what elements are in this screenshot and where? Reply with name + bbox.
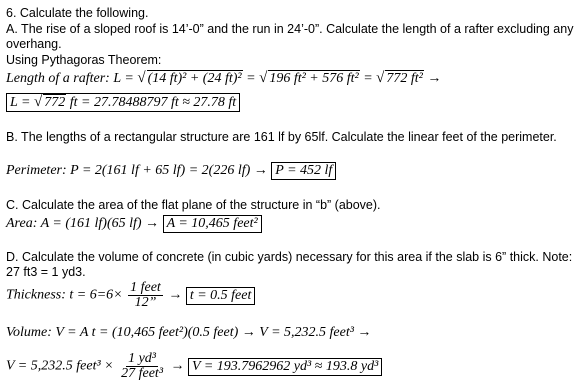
part-b-question: B. The lengths of a rectangular structure are 161 lf by 65lf. Calculate the linear feet of the perimeter.	[6, 130, 557, 144]
rafter-eq-2: =	[246, 71, 256, 86]
part-d-volume-row: Volume: V = A t = (10,465 feet²)(0.5 feet) → V = 5,232.5 feet³ →	[6, 325, 372, 340]
thickness-answer-box: t = 0.5 feet	[186, 287, 256, 305]
part-a-answer-row	[6, 93, 240, 112]
thickness-label: Thickness: t = 6=6×	[6, 287, 123, 303]
answer-lhs: L =	[10, 95, 31, 110]
conversion-fraction	[119, 352, 165, 381]
part-c-answer-box: A = 10,465 feet²	[163, 215, 262, 233]
rafter-radicand-3: 772 ft²	[386, 71, 423, 86]
answer-radicand: 772	[44, 95, 66, 110]
rafter-lhs: L =	[113, 71, 134, 86]
rafter-radicand-2: 196 ft² + 576 ft²	[269, 71, 359, 86]
part-a-question: A. The rise of a sloped roof is 14’-0” and the run in 24’-0”. Calculate the length of a rafter excluding any overhang.	[6, 22, 574, 51]
final-answer-box: V = 193.7962962 yd³ ≈ 193.8 yd³	[188, 358, 382, 376]
part-c-question: C. Calculate the area of the flat plane of the structure in “b” (above).	[6, 198, 381, 212]
part-a-answer-box	[6, 93, 240, 112]
thickness-denominator: 12”	[134, 295, 157, 310]
arrow-icon: →	[427, 71, 442, 86]
part-a-method: Using Pythagoras Theorem:	[6, 53, 162, 67]
thickness-fraction	[128, 281, 163, 310]
arrow-icon: →	[168, 287, 183, 303]
rafter-radicand-1: (14 ft)² + (24 ft)²	[147, 71, 242, 86]
conversion-denominator: 27 feet³	[121, 366, 164, 381]
part-d-thickness-row	[6, 281, 255, 310]
part-d-question: D. Calculate the volume of concrete (in cubic yards) necessary for this area if the slab is 6” thick. Note: 27 ft3 = 1 yd3.	[6, 250, 573, 279]
sqrt-icon: √	[376, 70, 385, 86]
arrow-icon: →	[170, 358, 185, 374]
sqrt-icon: √	[137, 70, 146, 86]
part-b-answer-box: P = 452 lf	[271, 162, 336, 180]
answer-rhs: ft = 27.78488797 ft ≈ 27.78 ft	[69, 95, 237, 110]
part-b-work-row	[6, 162, 336, 180]
sqrt-icon: √	[259, 70, 268, 86]
perimeter-work: Perimeter: P = 2(161 lf + 65 lf) = 2(226 lf) →	[6, 163, 268, 178]
sqrt-icon: √	[33, 94, 43, 110]
part-d-final-row	[6, 352, 382, 381]
conversion-numerator: 1 yd³	[128, 351, 157, 366]
part-a-rafter-equation	[6, 70, 441, 86]
thickness-numerator: 1 feet	[130, 280, 161, 295]
rafter-eq-3: =	[363, 71, 373, 86]
problem-title: 6. Calculate the following.	[6, 6, 149, 20]
part-c-work-row	[6, 215, 262, 233]
area-work: Area: A = (161 lf)(65 lf) →	[6, 216, 160, 231]
rafter-label: Length of a rafter:	[6, 71, 110, 86]
final-lhs: V = 5,232.5 feet³ ×	[6, 358, 114, 374]
